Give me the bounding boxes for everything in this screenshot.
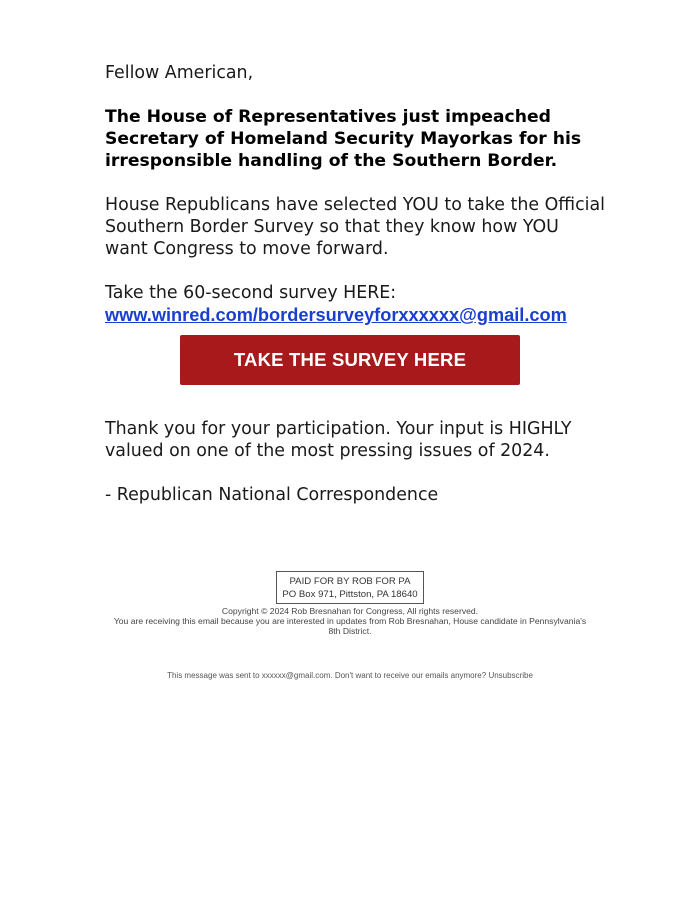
survey-prompt: Take the 60-second survey HERE: [105,283,397,303]
greeting: Fellow American, [105,63,254,83]
sent-to-text: This message was sent to xxxxxx@gmail.com. Don't want to receive our emails anymore? [167,671,487,680]
email-body [105,60,605,326]
footer [110,571,590,636]
signoff: - Republican National Correspondence [105,485,439,505]
unsubscribe-link[interactable]: Unsubscribe [488,671,533,680]
cta-container [180,335,520,385]
subscription-reason: You are receiving this email because you are interested in updates from Rob Bresnahan, House candidate in Pennsylvania's 8th District. [113,615,587,636]
headline: The House of Representatives just impeached Secretary of Homeland Security Mayorkas for his irresponsible handling of the Southern Border. [105,107,582,171]
copyright-text: Copyright © 2024 Rob Bresnahan for Congress, All rights reserved. [221,606,479,616]
paid-for-box [276,571,423,604]
body-paragraph: House Republicans have selected YOU to take the Official Southern Border Survey so that they know how YOU want Congress to move forward. [105,195,605,259]
mailing-address: PO Box 971, Pittston, PA 18640 [282,589,418,600]
thanks-paragraph: Thank you for your participation. Your input is HIGHLY valued on one of the most pressing issues of 2024. [105,419,572,461]
take-survey-button[interactable]: TAKE THE SURVEY HERE [180,335,520,385]
survey-section [105,282,605,326]
survey-link[interactable]: www.winred.com/bordersurveyforxxxxxx@gmail.com [105,305,567,325]
closing-section [105,418,605,506]
sent-to-line [110,671,590,680]
paid-for-label: PAID FOR BY ROB FOR PA [289,576,411,587]
copyright-block [110,607,590,636]
